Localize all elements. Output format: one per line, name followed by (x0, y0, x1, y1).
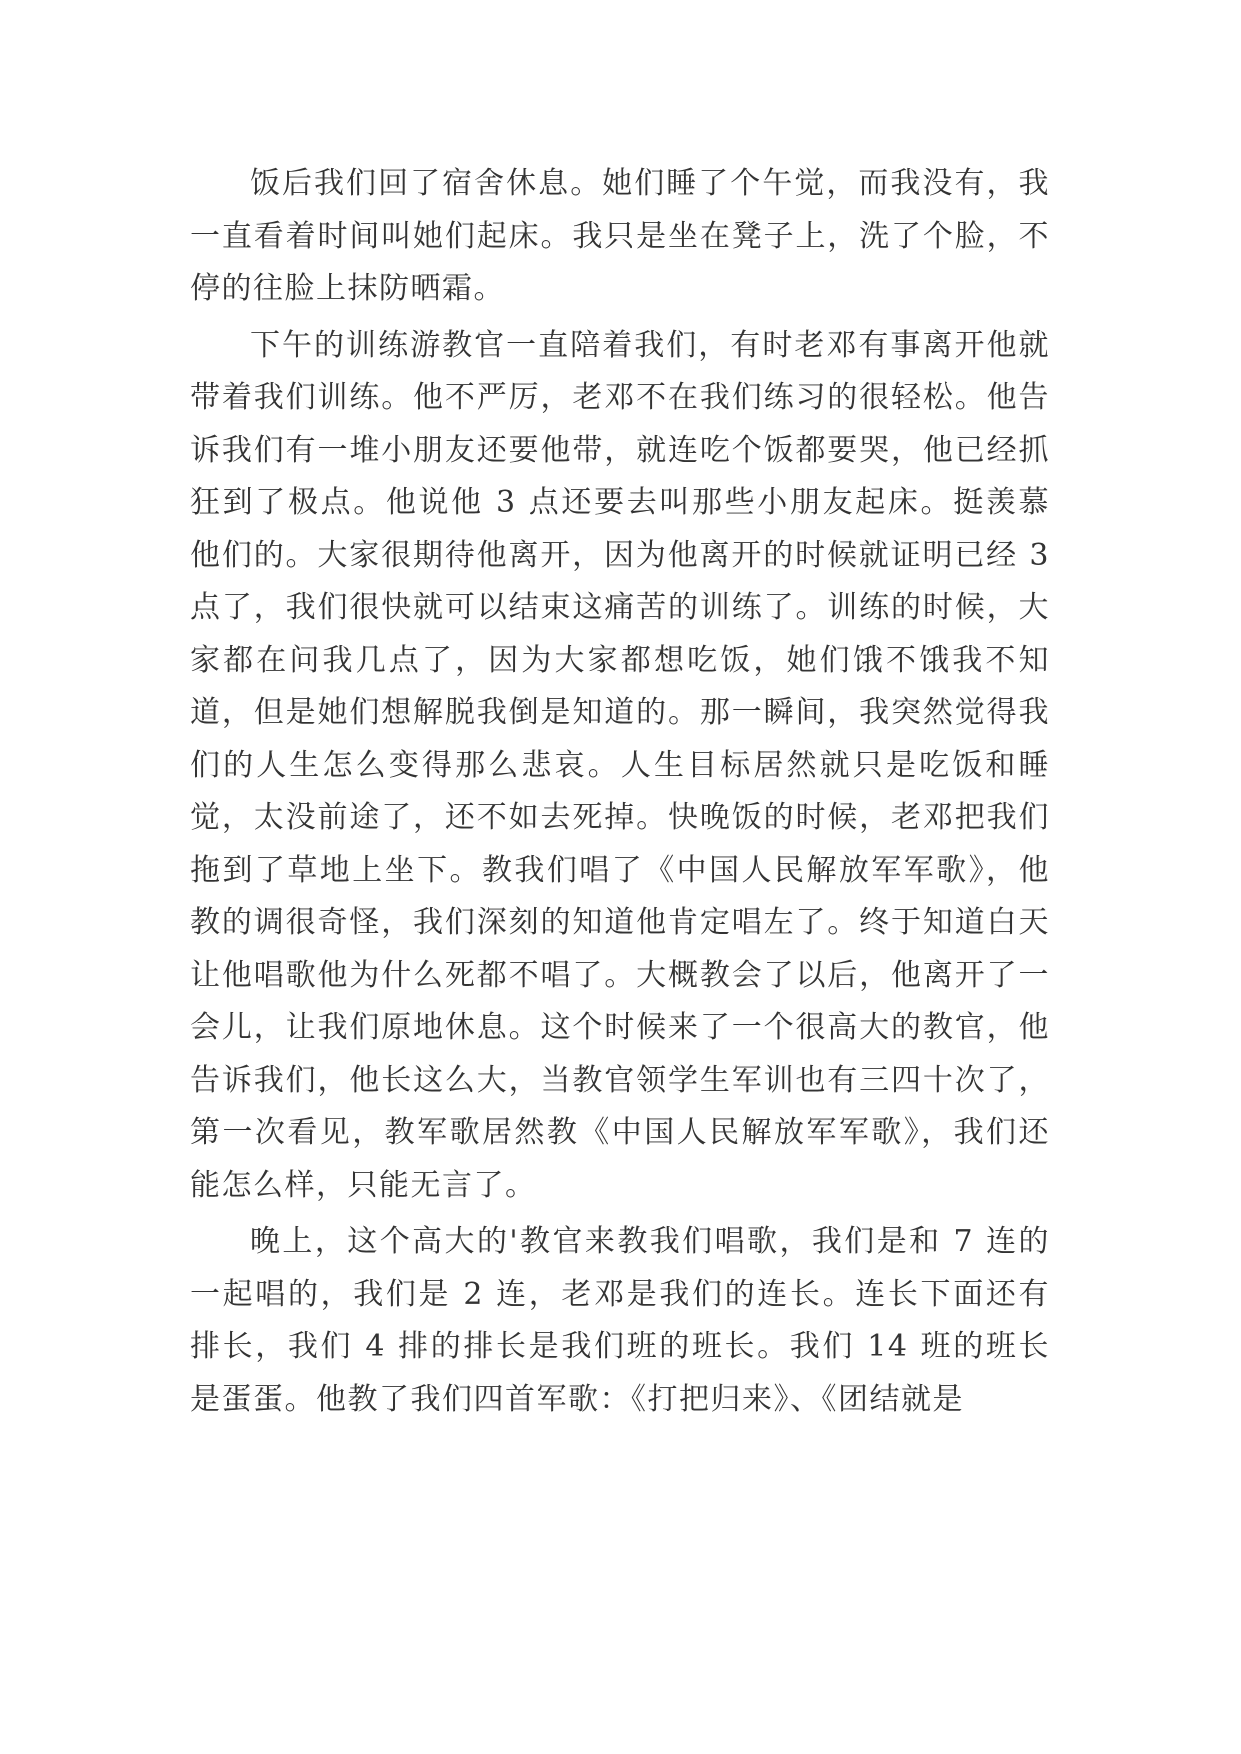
paragraph-3: 晚上，这个高大的'教官来教我们唱歌，我们是和 7 连的一起唱的，我们是 2 连，老邓是我们的连长。连长下面还有排长，我们 4 排的排长是我们班的班长。我们 14 班的班长是蛋蛋。他教了我们四首军歌：《打把归来》、《团结就是 (190, 1224, 1050, 1417)
document-body (190, 158, 1050, 1430)
paragraph-1: 饭后我们回了宿舍休息。她们睡了个午觉，而我没有，我一直看着时间叫她们起床。我只是坐在凳子上，洗了个脸，不停的往脸上抹防晒霜。 (190, 166, 1050, 306)
paragraph-2: 下午的训练游教官一直陪着我们，有时老邓有事离开他就带着我们训练。他不严厉，老邓不在我们练习的很轻松。他告诉我们有一堆小朋友还要他带，就连吃个饭都要哭，他已经抓狂到了极点。他说他 3 点还要去叫那些小朋友起床。挺羡慕他们的。大家很期待他离开，因为他离开的时候就证明已经 3 点了，我们很快就可以结束这痛苦的训练了。训练的时候，大家都在问我几点了，因为大家都想吃饭，她们饿不饿我不知道，但是她们想解脱我倒是知道的。那一瞬间，我突然觉得我们的人生怎么变得那么悲哀。人生目标居然就只是吃饭和睡觉，太没前途了，还不如去死掉。快晚饭的时候，老邓把我们拖到了草地上坐下。教我们唱了《中国人民解放军军歌》，他教的调很奇怪，我们深刻的知道他肯定唱左了。终于知道白天让他唱歌他为什么死都不唱了。大概教会了以后，他离开了一会儿，让我们原地休息。这个时候来了一个很高大的教官，他告诉我们，他长这么大，当教官领学生军训也有三四十次了，第一次看见，教军歌居然教《中国人民解放军军歌》，我们还能怎么样，只能无言了。 (190, 327, 1050, 1203)
